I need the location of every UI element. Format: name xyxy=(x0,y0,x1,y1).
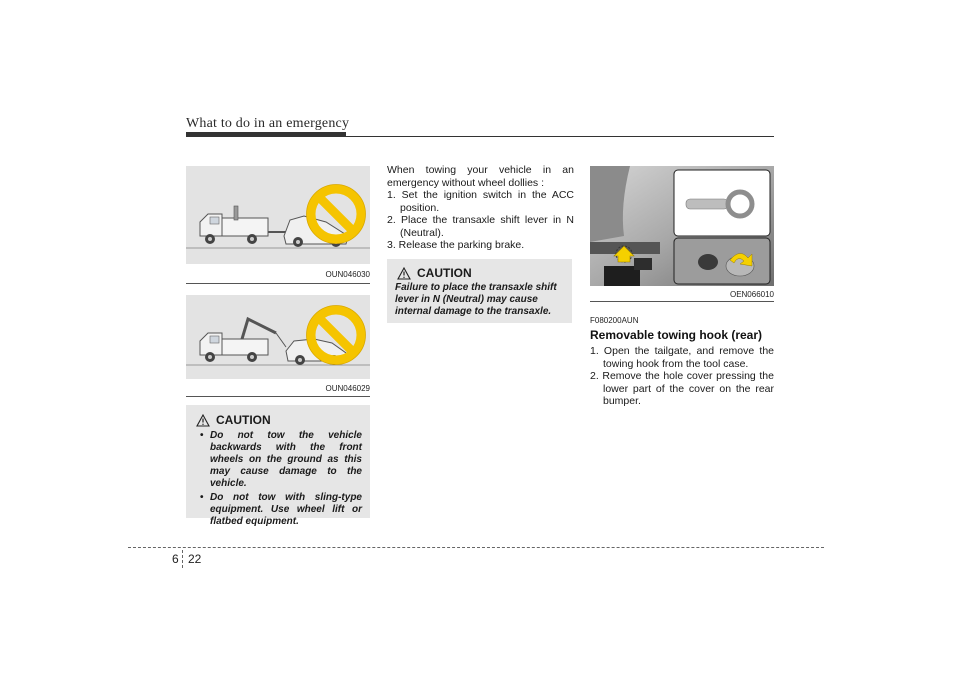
figure-tow-backwards xyxy=(186,166,370,264)
caution-box-left xyxy=(186,405,370,527)
figure-rear-towing-hook xyxy=(590,166,774,286)
towing-hook-photo xyxy=(590,166,774,286)
figure-code: OUN046029 xyxy=(325,384,370,393)
step-item: 2. Place the transaxle shift lever in N (Neutral). xyxy=(387,214,574,239)
towing-intro-text: When towing your vehicle in an emergency without wheel dollies : xyxy=(387,164,574,189)
caution-header xyxy=(395,266,564,280)
warning-triangle-icon xyxy=(397,267,411,280)
step-item: 2. Remove the hole cover pressing the lower part of the cover on the rear bumper. xyxy=(590,370,774,407)
figure-code: OUN046030 xyxy=(325,270,370,279)
page-number-separator xyxy=(182,550,183,568)
step-item: 3. Release the parking brake. xyxy=(387,239,525,251)
chapter-number: 6 xyxy=(172,552,179,566)
caution-title: CAUTION xyxy=(216,413,271,427)
right-column xyxy=(590,316,774,408)
caution-text: Failure to place the transaxle shift lever in N (Neutral) may cause internal damage to the transaxle. xyxy=(395,282,557,317)
sling-tow-illustration xyxy=(186,295,370,379)
prohibition-icon xyxy=(307,185,366,244)
step-item: 1. Open the tailgate, and remove the towing hook from the tool case. xyxy=(590,345,774,370)
middle-column xyxy=(387,164,574,252)
figure-sling-tow xyxy=(186,295,370,379)
section-code: F080200AUN xyxy=(590,316,639,325)
hook-steps xyxy=(590,345,774,408)
figure-divider xyxy=(186,396,370,397)
caution-box-middle xyxy=(387,259,572,323)
caution-title: CAUTION xyxy=(417,266,472,280)
figure-divider xyxy=(590,301,774,302)
towing-steps xyxy=(387,189,574,252)
caution-list xyxy=(196,430,362,528)
caution-item: • Do not tow with sling-type equipment. Use wheel lift or flatbed equipment. xyxy=(196,492,362,528)
warning-triangle-icon xyxy=(196,414,210,427)
footer-rule xyxy=(128,547,824,548)
caution-item: • Do not tow the vehicle backwards with the front wheels on the ground as this may cause damage to the vehicle. xyxy=(196,430,362,490)
section-title: Removable towing hook (rear) xyxy=(590,328,763,342)
caution-header xyxy=(196,413,362,427)
figure-divider xyxy=(186,283,370,284)
header-rule xyxy=(186,136,774,137)
page-header-title: What to do in an emergency xyxy=(186,116,350,131)
step-item: 1. Set the ignition switch in the ACC position. xyxy=(387,189,574,214)
page-number: 22 xyxy=(188,552,202,566)
figure-code: OEN066010 xyxy=(729,290,774,299)
prohibition-icon xyxy=(307,306,366,365)
tow-truck-illustration xyxy=(186,166,370,264)
